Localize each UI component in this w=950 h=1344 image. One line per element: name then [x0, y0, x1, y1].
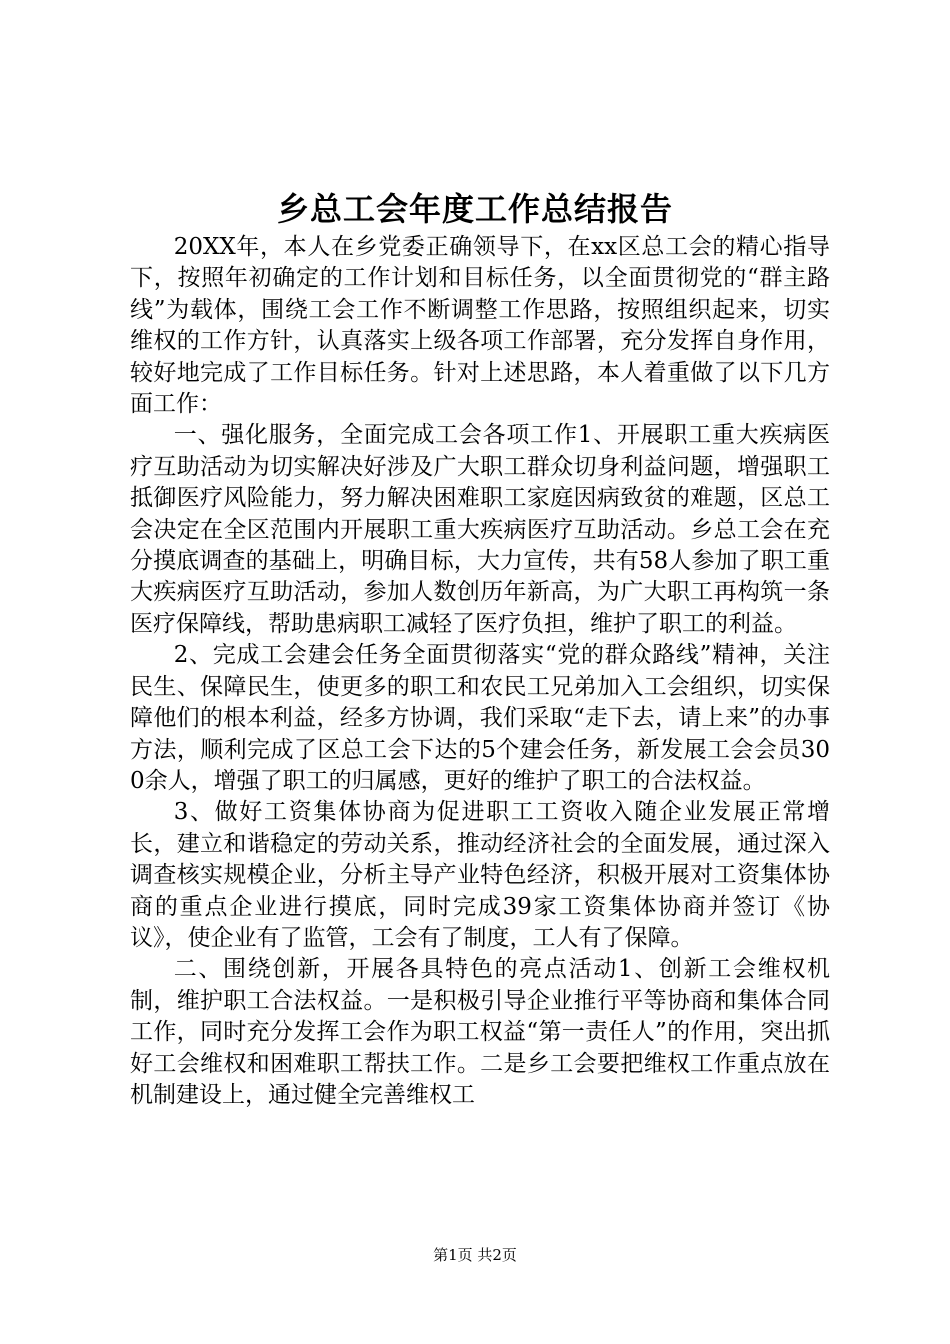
- paragraph-item-2: 2、完成工会建会任务全面贯彻落实“党的群众路线”精神，关注民生、保障民生，使更多的职工和农民工兄弟加入工会组织，切实保障他们的根本利益，经多方协调，我们采取“走下去，请上来”的办事方法，顺利完成了区总工会下达的5个建会任务，新发展工会会员300余人，增强了职工的归属感，更好的维护了职工的合法权益。: [130, 642, 830, 794]
- document-title: 乡总工会年度工作总结报告: [276, 190, 673, 228]
- paragraph-section-1: 一、强化服务，全面完成工会各项工作1、开展职工重大疾病医疗互助活动为切实解决好涉及广大职工群众切身利益问题，增强职工抵御医疗风险能力，努力解决困难职工家庭因病致贫的难题，区总工会决定在全区范围内开展职工重大疾病医疗互助活动。乡总工会在充分摸底调查的基础上，明确目标，大力宣传，共有58人参加了职工重大疾病医疗互助活动，参加人数创历年新高，为广大职工再构筑一条医疗保障线，帮助患病职工减轻了医疗负担，维护了职工的利益。: [130, 422, 830, 637]
- document-body: [130, 232, 830, 1111]
- paragraph-section-2: 二、围绕创新，开展各具特色的亮点活动1、创新工会维权机制，维护职工合法权益。一是积极引导企业推行平等协商和集体合同工作，同时充分发挥工会作为职工权益“第一责任人”的作用，突出抓好工会维权和困难职工帮扶工作。二是乡工会要把维权工作重点放在机制建设上，通过健全完善维权工: [130, 956, 830, 1108]
- page-number-footer: 第1页 共2页: [433, 1246, 517, 1264]
- paragraph-item-3: 3、做好工资集体协商为促进职工工资收入随企业发展正常增长，建立和谐稳定的劳动关系，推动经济社会的全面发展，通过深入调查核实规模企业，分析主导产业特色经济，积极开展对工资集体协商的重点企业进行摸底，同时完成39家工资集体协商并签订《协议》，使企业有了监管，工会有了制度，工人有了保障。: [130, 799, 830, 951]
- paragraph-intro: 20XX年，本人在乡党委正确领导下，在xx区总工会的精心指导下，按照年初确定的工作计划和目标任务，以全面贯彻党的“群主路线”为载体，围绕工会工作不断调整工作思路，按照组织起来，切实维权的工作方针，认真落实上级各项工作部署，充分发挥自身作用，较好地完成了工作目标任务。针对上述思路，本人着重做了以下几方面工作：: [130, 234, 830, 418]
